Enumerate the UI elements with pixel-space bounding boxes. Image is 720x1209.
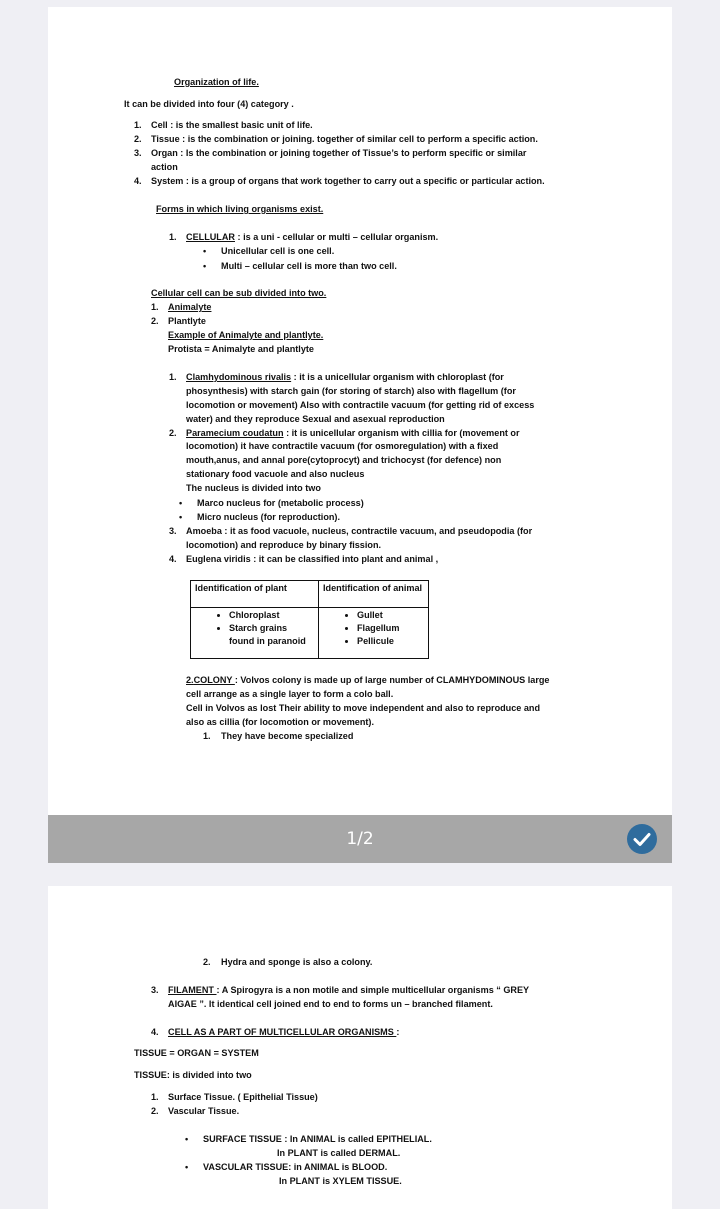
bullet-item: • Unicellular cell is one cell. [221,246,334,257]
list-item-continued: mouth,anus, and annal pore(cytoprocyt) and trichocyst (for defence) non [186,455,502,465]
list-item-continued: The nucleus is divided into two [186,483,321,493]
list-item-continued: stationary food vacuole and also nucleus [186,469,365,479]
page-number: 1/2 [346,829,374,849]
list-number: 1. [203,731,211,741]
list-number: 1. [169,372,177,382]
list-item: System : is a group of organs that work together to carry out a specific or particular action. [151,176,545,186]
bullet-item: • Micro nucleus (for reproduction). [197,512,340,523]
list-item: • Gullet [357,609,424,622]
section-heading: Example of Animalyte and plantlyte. [168,330,324,340]
list-number: 3. [169,526,177,536]
body-text: TISSUE: is divided into two [134,1070,252,1080]
list-number: 3. [151,985,159,995]
list-item: Paramecium coudatun : it is unicellular organism with cillia for (movement or [186,428,520,438]
bullet-item: • VASCULAR TISSUE: in ANIMAL is BLOOD. [203,1162,387,1173]
list-number: 2. [151,1106,159,1116]
document-page-2 [48,886,672,1209]
list-item-continued: locomotion or movement) Also with contractile vacuum (for getting rid of excess [186,400,535,410]
table-row [191,608,429,659]
list-item: CELLULAR : is a uni - cellular or multi – cellular organism. [186,232,439,242]
list-item: Animalyte [168,302,212,312]
list-item: Hydra and sponge is also a colony. [221,957,373,967]
bullet-item: • Multi – cellular cell is more than two cell. [221,261,397,272]
list-item: Plantlyte [168,316,206,326]
list-item: Cell : is the smallest basic unit of life. [151,120,313,130]
list-item: • Chloroplast [229,609,314,622]
list-item-continued: AIGAE ”. It identical cell joined end to end to forms un – branched filament. [168,999,493,1009]
section-heading: Cellular cell can be sub divided into two. [151,288,327,298]
confirm-button[interactable] [627,824,657,854]
list-item-continued: locomotion) and reproduce by binary fission. [186,540,382,550]
intro-text: It can be divided into four (4) category . [124,99,294,109]
list-item: • Flagellum [357,622,424,635]
list-number: 4. [134,176,142,186]
list-item: Organ : Is the combination or joining together of Tissue’s to perform specific or similar [151,148,527,158]
body-text: TISSUE = ORGAN = SYSTEM [134,1048,259,1058]
list-number: 2. [151,316,159,326]
table-header-cell: Identification of animal [319,581,429,608]
list-item: • Starch grains found in paranoid [229,622,314,648]
list-number: 2. [169,428,177,438]
list-item: Amoeba : it as food vacuole, nucleus, contractile vacuum, and pseudopodia (for [186,526,533,536]
list-number: 3. [134,148,142,158]
bullet-item-continued: In PLANT is called DERMAL. [277,1148,401,1158]
list-item: Vascular Tissue. [168,1106,240,1116]
list-item: They have become specialized [221,731,354,741]
list-number: 1. [134,120,142,130]
checkmark-icon [627,824,657,854]
bullet-item-continued: In PLANT is XYLEM TISSUE. [279,1176,402,1186]
list-item: Euglena viridis : it can be classified into plant and animal , [186,554,439,564]
table-cell [191,608,319,659]
table-row [191,581,429,608]
list-number: 4. [151,1027,159,1037]
list-item: Clamhydominous rivalis : it is a unicellular organism with chloroplast (for [186,372,504,382]
list-item: CELL AS A PART OF MULTICELLULAR ORGANISMS : [168,1027,400,1037]
list-item-continued: phosynthesis) with starch gain (for storing of starch) also with flagellum (for [186,386,516,396]
list-number: 2. [203,957,211,967]
list-item-continued: locomotion) it have contractile vacuum (for osmoregulation) with a fixed [186,441,499,451]
document-page-1 [48,7,672,815]
section-heading: Forms in which living organisms exist. [156,204,324,214]
document-title: Organization of life. [174,77,259,87]
list-item: • Pellicule [357,635,424,648]
list-item: FILAMENT : A Spirogyra is a non motile and simple multicellular organisms “ GREY [168,985,530,995]
list-item: Tissue : is the combination or joining. together of similar cell to perform a specific action. [151,134,538,144]
list-item-continued: also as cillia (for locomotion or movement). [186,717,374,727]
list-number: 2. [134,134,142,144]
list-item: 2.COLONY : Volvos colony is made up of large number of CLAMHYDOMINOUS large [186,675,550,685]
page-indicator-bar [48,815,672,863]
table-cell [319,608,429,659]
list-item-continued: Cell in Volvos as lost Their ability to move independent and also to reproduce and [186,703,541,713]
list-item-continued: water) and they reproduce Sexual and asexual reproduction [186,414,445,424]
list-item: Surface Tissue. ( Epithelial Tissue) [168,1092,318,1102]
list-item-continued: action [151,162,178,172]
list-number: 1. [151,302,159,312]
list-number: 4. [169,554,177,564]
identification-table [190,580,429,659]
table-header-cell: Identification of plant [191,581,319,608]
body-text: Protista = Animalyte and plantlyte [168,344,314,354]
list-number: 1. [151,1092,159,1102]
list-number: 1. [169,232,177,242]
bullet-item: • SURFACE TISSUE : In ANIMAL is called EPITHELIAL. [203,1134,432,1145]
list-item-continued: cell arrange as a single layer to form a colo ball. [186,689,394,699]
bullet-item: • Marco nucleus for (metabolic process) [197,498,364,509]
